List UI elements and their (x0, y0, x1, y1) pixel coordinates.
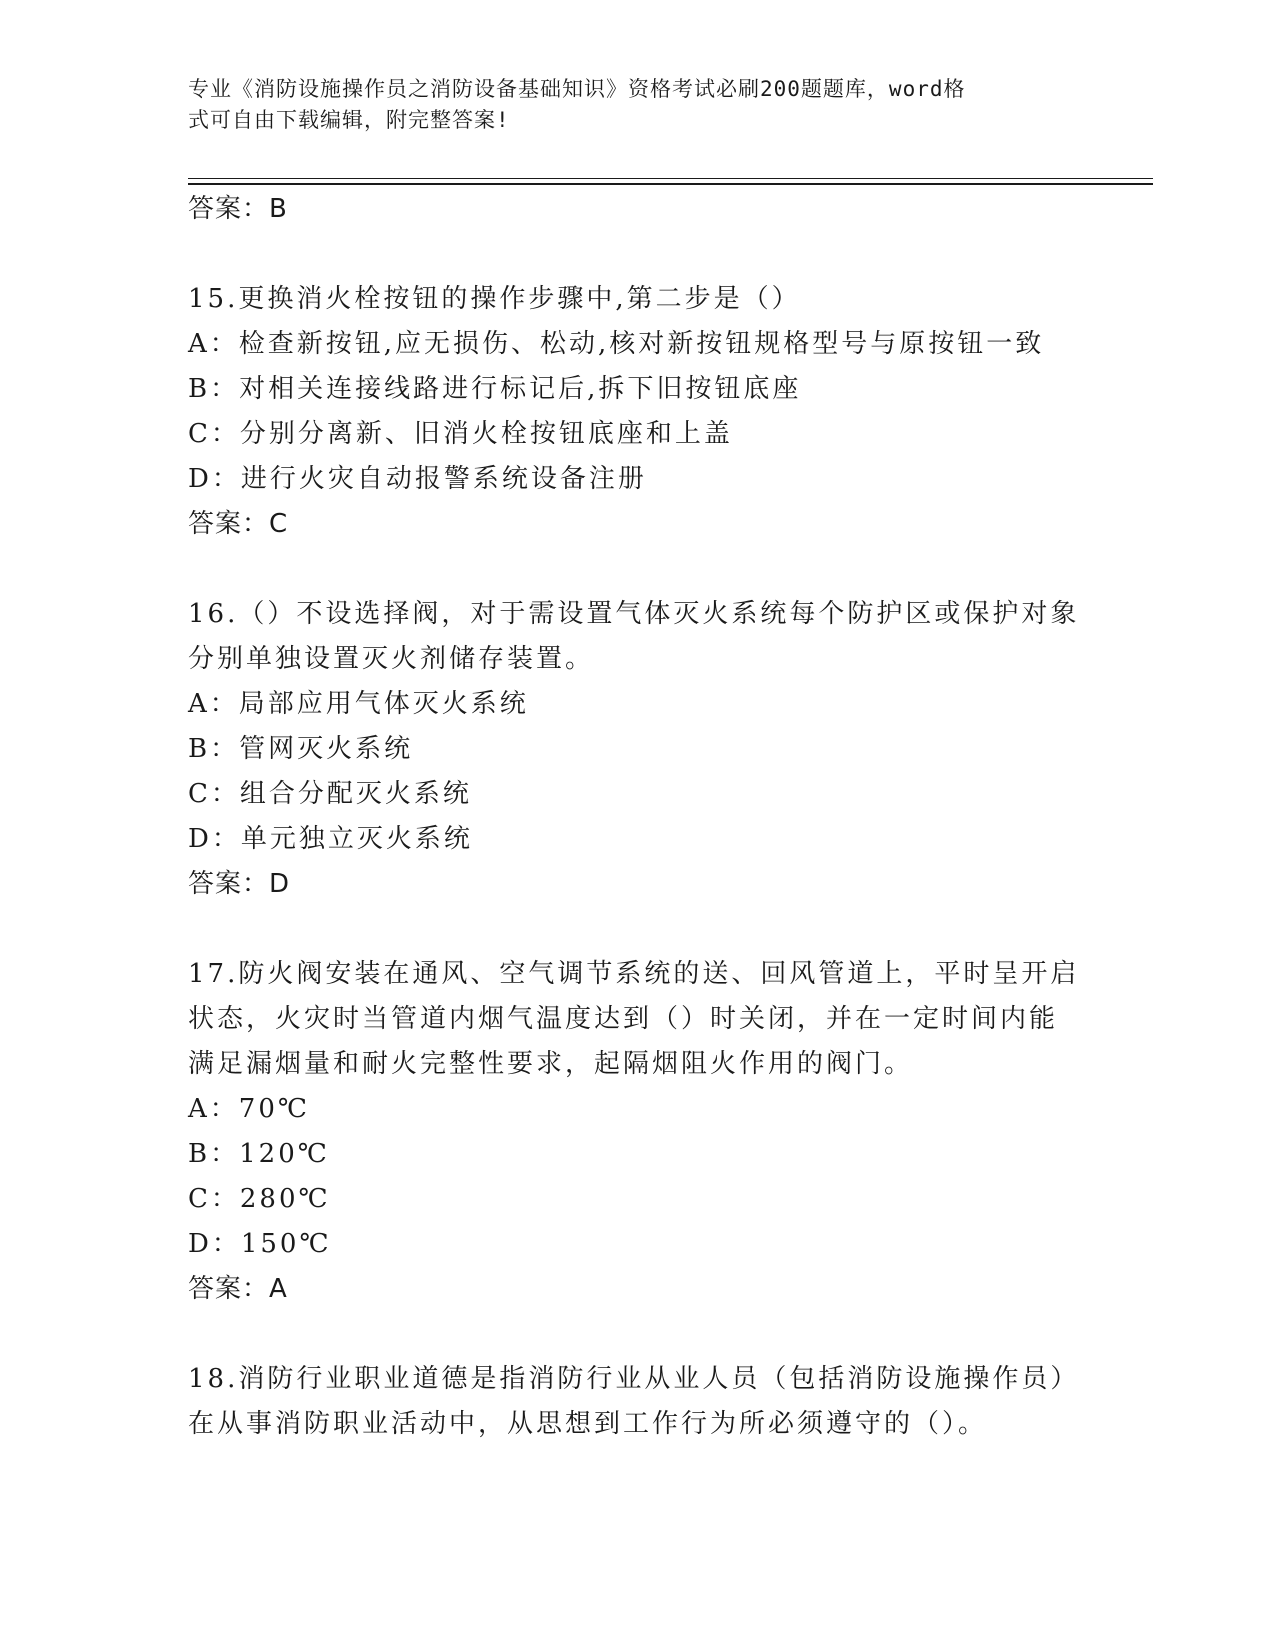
question-15-option-c: C：分别分离新、旧消火栓按钮底座和上盖 (188, 419, 733, 449)
question-18-stem-line-2: 在从事消防职业活动中，从思想到工作行为所必须遵守的（）。 (188, 1409, 988, 1439)
question-15-stem: 15.更换消火栓按钮的操作步骤中,第二步是（） (188, 284, 801, 314)
question-17-stem-line-1: 17.防火阀安装在通风、空气调节系统的送、回风管道上，平时呈开启 (188, 959, 1080, 989)
question-17-option-c: C：280℃ (188, 1184, 331, 1214)
question-16-option-c: C：组合分配灭火系统 (188, 779, 472, 809)
question-15-option-d: D：进行火灾自动报警系统设备注册 (188, 464, 647, 494)
header-divider-thin (188, 178, 1153, 179)
header-line-1: 专业《消防设施操作员之消防设备基础知识》资格考试必刷200题题库，word格 (188, 77, 966, 101)
question-15-option-b: B：对相关连接线路进行标记后,拆下旧按钮底座 (188, 374, 802, 404)
question-17-answer: 答案：A (188, 1274, 288, 1304)
previous-answer: 答案：B (188, 194, 288, 224)
document-header (188, 74, 1068, 136)
question-16-stem-line-1: 16.（）不设选择阀，对于需设置气体灭火系统每个防护区或保护对象 (188, 599, 1080, 629)
question-15-option-a: A：检查新按钮,应无损伤、松动,核对新按钮规格型号与原按钮一致 (188, 329, 1045, 359)
question-16-option-b: B：管网灭火系统 (188, 734, 414, 764)
question-18-stem-line-1: 18.消防行业职业道德是指消防行业从业人员（包括消防设施操作员） (188, 1364, 1080, 1394)
question-16-option-d: D：单元独立灭火系统 (188, 824, 473, 854)
question-17-stem-line-2: 状态，火灾时当管道内烟气温度达到（）时关闭，并在一定时间内能 (188, 1004, 1059, 1034)
question-15-answer: 答案：C (188, 509, 289, 539)
question-17-stem-line-3: 满足漏烟量和耐火完整性要求，起隔烟阻火作用的阀门。 (188, 1049, 914, 1079)
question-16-answer: 答案：D (188, 869, 291, 899)
header-line-2: 式可自由下载编辑，附完整答案! (188, 108, 510, 132)
question-16-stem-line-2: 分别单独设置灭火剂储存装置。 (188, 644, 595, 674)
question-17-option-b: B：120℃ (188, 1139, 330, 1169)
question-17-option-a: A：70℃ (188, 1094, 310, 1124)
question-17-option-d: D：150℃ (188, 1229, 332, 1259)
question-16-option-a: A：局部应用气体灭火系统 (188, 689, 529, 719)
header-divider-thick (188, 183, 1153, 185)
